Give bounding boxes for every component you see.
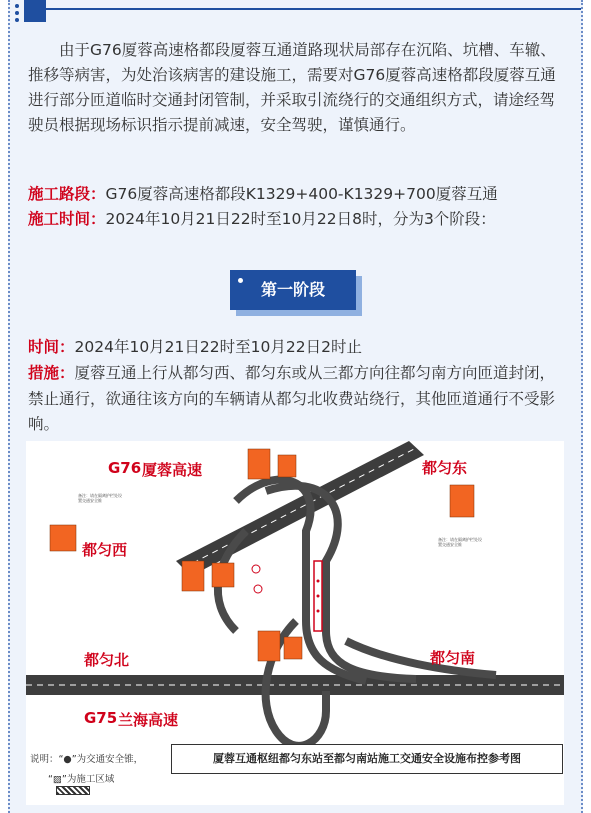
note-east: 备注：请在隔离护栏处设置交通安全锥 — [438, 537, 482, 547]
corner-square-decoration — [24, 0, 46, 22]
warning-sign-1 — [248, 449, 270, 479]
stage-heading-dot — [238, 278, 243, 283]
stage-time-label: 时间： — [28, 338, 75, 356]
warning-sign-4 — [50, 525, 76, 551]
g76-expressway — [176, 441, 424, 576]
stage-measure-label: 措施： — [28, 364, 75, 382]
construction-zone-swatch — [56, 786, 90, 795]
construction-time-line — [28, 207, 568, 232]
stage-measure-value: 厦蓉互通上行从都匀西、都匀东或从三都方向往都匀南方向匝道封闭，禁止通行，欲通往该方向的车辆请从都匀北收费站绕行，其他匝道通行不受影响。 — [28, 364, 556, 433]
corner-dots-decoration — [13, 4, 21, 26]
warning-sign-8 — [284, 637, 302, 659]
warning-sign-3 — [450, 485, 474, 517]
warning-sign-6 — [212, 563, 234, 587]
stage-measure-line — [28, 361, 568, 438]
duyun-east-label: 都匀东 — [422, 459, 468, 477]
warning-sign-2 — [278, 455, 296, 477]
legend-zone-text: “▨”为施工区域 — [48, 774, 115, 785]
top-rule-line — [46, 8, 581, 10]
construction-time-value: 2024年10月21日22时至10月22日8时，分为3个阶段： — [105, 210, 496, 228]
stage-time-value: 2024年10月21日22时至10月22日2时止 — [74, 338, 362, 356]
stage-time-line — [28, 335, 568, 360]
stage-title: 第一阶段 — [230, 270, 356, 310]
stage-heading — [230, 270, 362, 316]
warning-sign-5 — [182, 561, 204, 591]
warning-sign-7 — [258, 631, 280, 661]
traffic-control-diagram — [26, 441, 564, 805]
diagram-caption: 厦蓉互通枢纽都匀东站至都匀南站施工交通安全设施布控参考图 — [171, 744, 563, 774]
duyun-west-label: 都匀西 — [82, 541, 128, 559]
g75-expressway — [26, 675, 564, 695]
road-section-label: 施工路段： — [28, 185, 106, 203]
duyun-south-label: 都匀南 — [430, 649, 476, 667]
note-west: 备注：请在隔离护栏处设置交通安全锥 — [78, 493, 122, 503]
duyun-north-label: 都匀北 — [84, 651, 130, 669]
road-section-value: G76厦蓉高速格都段K1329+400-K1329+700厦蓉互通 — [105, 185, 498, 203]
road-section-line — [28, 182, 568, 207]
legend-cone-text: 说明：“●”为交通安全锥， — [30, 754, 144, 765]
intro-paragraph: 由于G76厦蓉高速格都段厦蓉互通道路现状局部存在沉陷、坑槽、车辙、推移等病害，为处治该病害的建设施工，需要对G76厦蓉高速格都段厦蓉互通进行部分匝道临时交通封闭管制，并采取引流绕行的交通组织方式，请途经驾驶员根据现场标识指示提前减速，安全驾驶，谨慎通行。 — [28, 41, 556, 134]
speed-signs — [252, 565, 262, 593]
construction-time-label: 施工时间： — [28, 210, 106, 228]
g76-code-label: G76 — [108, 459, 142, 477]
g76-name-label: 厦蓉高速 — [142, 461, 203, 479]
g75-code-label: G75 — [84, 709, 118, 727]
g75-name-label: 兰海高速 — [118, 711, 179, 729]
diagram-legend — [26, 741, 156, 805]
traffic-cones — [317, 580, 320, 613]
